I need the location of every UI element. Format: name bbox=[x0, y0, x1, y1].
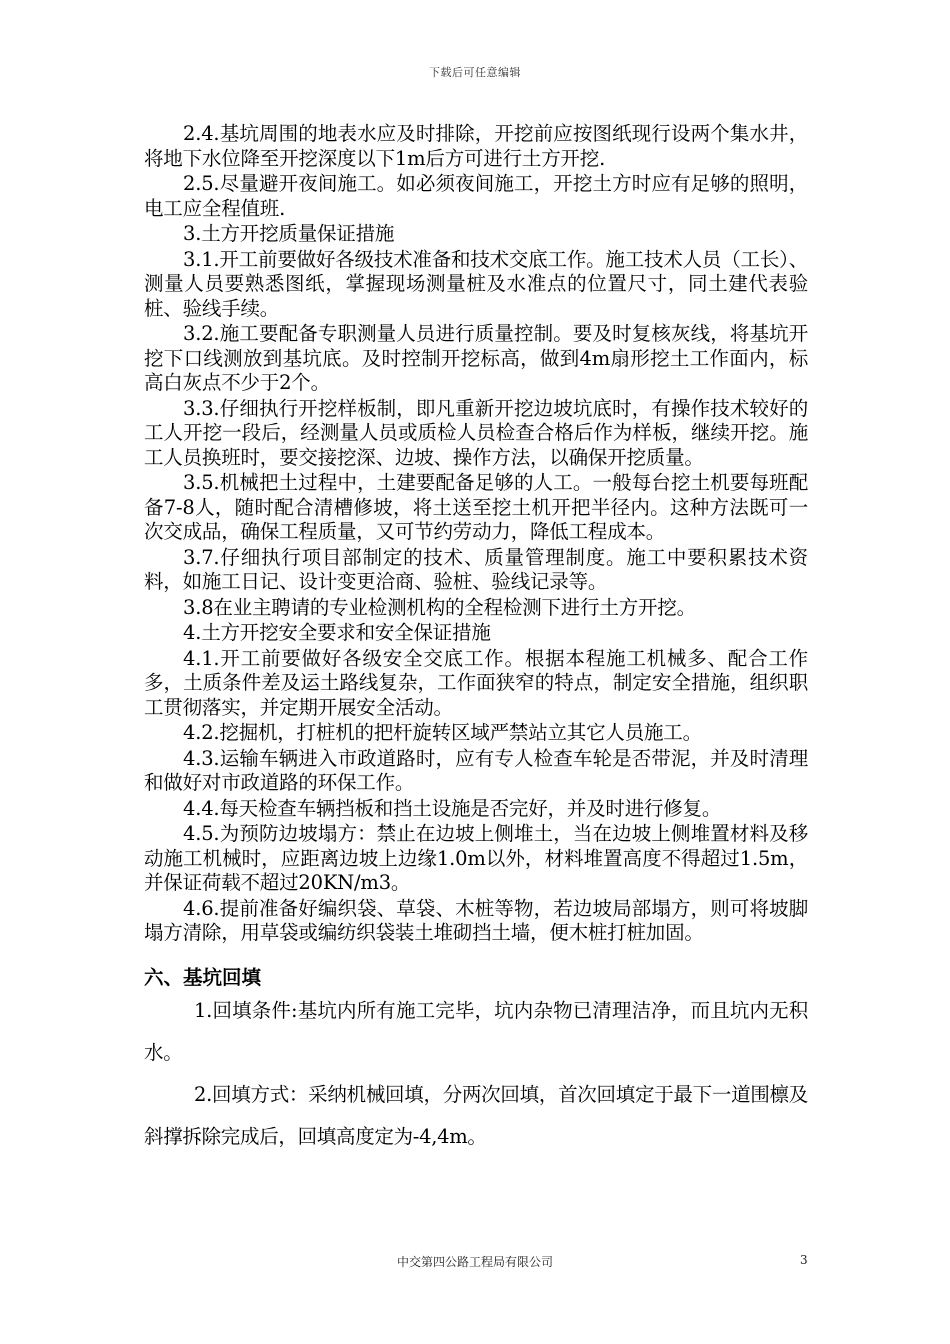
document-body bbox=[144, 122, 808, 1158]
paragraph-4-5: 4.5.为预防边坡塌方：禁止在边坡上侧堆土，当在边坡上侧堆置材料及移动施工机械时，应距离边坡上边缘1.0m以外，材料堆置高度不得超过1.5m，并保证荷载不超过20KN/m3。 bbox=[144, 822, 808, 894]
footer-company: 中交第四公路工程局有限公司 bbox=[396, 1255, 553, 1269]
paragraph-3-3: 3.3.仔细执行开挖样板制，即凡重新开挖边坡坑底时，有操作技术较好的工人开挖一段后，经测量人员或质检人员检查合格后作为样板，继续开挖。施工人员换班时，要交接挖深、边坡、操作方法，以确保开挖质量。 bbox=[144, 396, 808, 469]
paragraph-3-8: 3.8在业主聘请的专业检测机构的全程检测下进行土方开挖。 bbox=[183, 595, 696, 619]
paragraph-2-4: 2.4.基坑周围的地表水应及时排除，开挖前应按图纸现行设两个集水井，将地下水位降至开挖深度以下1m后方可进行土方开挖. bbox=[144, 122, 808, 170]
paragraph-4-1: 4.1.开工前要做好各级安全交底工作。根据本程施工机械多、配合工作多，土质条件差及运土路线复杂，工作面狭窄的特点，制定安全措施，组织职工贯彻落实，并定期开展安全活动。 bbox=[144, 646, 808, 719]
page-number: 3 bbox=[800, 1253, 808, 1267]
paragraph-4-6: 4.6.提前准备好编织袋、草袋、木桩等物，若边坡局部塌方，则可将坡脚塌方清除，用草袋或编纺织袋装土堆砌挡土墙，便木桩打桩加固。 bbox=[144, 896, 808, 944]
paragraph-3-7: 3.7.仔细执行项目部制定的技术、质量管理制度。施工中要积累技术资料，如施工日记、设计变更洽商、验桩、验线记录等。 bbox=[144, 545, 808, 593]
subheading-safety: 4.土方开挖安全要求和安全保证措施 bbox=[183, 621, 491, 644]
paragraph-4-3: 4.3.运输车辆进入市政道路时，应有专人检查车轮是否带泥，并及时清理和做好对市政道路的环保工作。 bbox=[144, 746, 808, 794]
paragraph-4-4: 4.4.每天检查车辆挡板和挡土设施是否完好，并及时进行修复。 bbox=[183, 796, 722, 820]
section-heading-backfill: 六、基坑回填 bbox=[144, 965, 262, 989]
backfill-method: 2.回填方式：采纳机械回填，分两次回填，首次回填定于最下一道围檩及斜撑拆除完成后，回填高度定为-4,4m。 bbox=[144, 1082, 808, 1148]
paragraph-2-5: 2.5.尽量避开夜间施工。如必须夜间施工，开挖土方时应有足够的照明，电工应全程值班. bbox=[144, 172, 808, 220]
paragraph-4-2: 4.2.挖掘机，打桩机的把杆旋转区域严禁站立其它人员施工。 bbox=[183, 721, 702, 744]
backfill-condition: 1.回填条件:基坑内所有施工完毕，坑内杂物已清理洁净，而且坑内无积水。 bbox=[144, 998, 808, 1064]
paragraph-3-2: 3.2.施工要配备专职测量人员进行质量控制。要及时复核灰线，将基坑开挖下口线测放到基坑底。及时控制开挖标高，做到4m扇形挖土工作面内，标高白灰点不少于2个。 bbox=[144, 322, 808, 394]
paragraph-3-1: 3.1.开工前要做好各级技术准备和技术交底工作。施工技术人员（工长）、测量人员要熟悉图纸，掌握现场测量桩及水准点的位置尺寸，同土建代表验桩、验线手续。 bbox=[144, 247, 808, 320]
page-header: 下载后可任意编辑 bbox=[429, 66, 521, 79]
paragraph-3-5: 3.5.机械把土过程中，土建要配备足够的人工。一般每台挖土机要每班配备7-8人，随时配合清槽修坡，将土送至挖土机开把半径内。这种方法既可一次交成品，确保工程质量，又可节约劳动力，降低工程成本。 bbox=[144, 471, 808, 543]
subheading-quality: 3.土方开挖质量保证措施 bbox=[183, 222, 395, 245]
